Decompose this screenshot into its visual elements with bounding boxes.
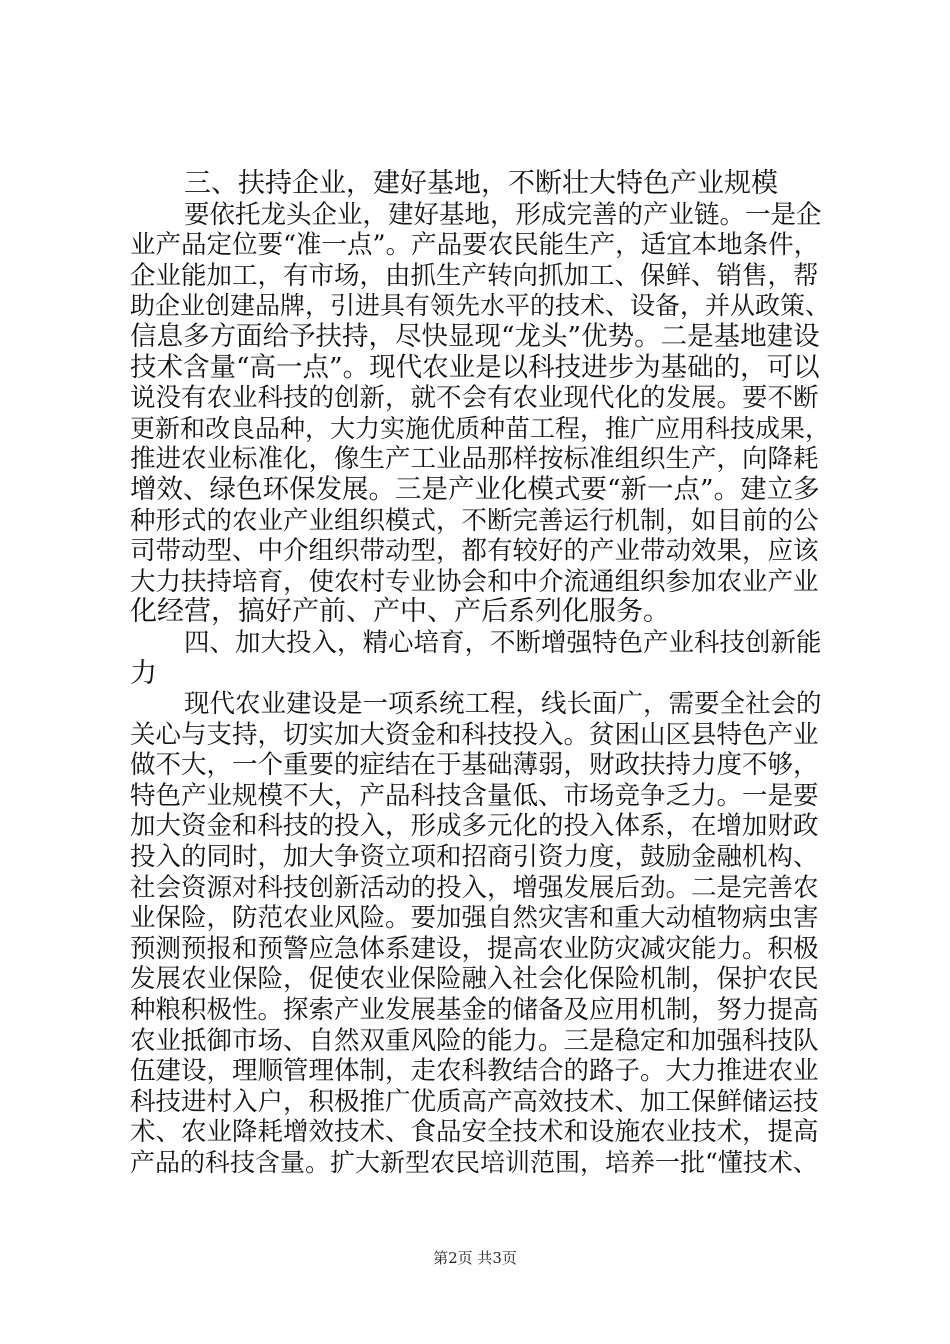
text-line: 做不大，一个重要的症结在于基础薄弱，财政扶持力度不够，: [130, 750, 819, 781]
text-line: 助企业创建品牌，引进具有领先水平的技术、设备，并从政策、: [130, 291, 831, 321]
text-line: 发展农业保险，促使农业保险融入社会化保险机制，保护农民: [130, 964, 819, 995]
text-line: 业产品定位要“准一点”。产品要农民能生产，适宜本地条件，: [130, 230, 820, 261]
text-line: 预测预报和预警应急体系建设，提高农业防灾减灾能力。积极: [130, 933, 819, 964]
text-line: 特色产业规模不大，产品科技含量低、市场竞争乏力。一是要: [130, 780, 819, 811]
text-line: 更新和改良品种，大力实施优质种苗工程，推广应用科技成果，: [130, 413, 831, 443]
document-body: [130, 169, 830, 1179]
text-line: 业保险，防范农业风险。要加强自然灾害和重大动植物病虫害: [130, 903, 819, 934]
text-line: 三、扶持企业，建好基地，不断壮大特色产业规模: [184, 168, 778, 199]
text-line: 术、农业降耗增效技术、食品安全技术和设施农业技术，提高: [130, 1117, 819, 1148]
text-line: 关心与支持，切实加大资金和科技投入。贫困山区县特色产业: [130, 719, 819, 750]
text-line: 四、加大投入，精心培育，不断增强特色产业科技创新能: [184, 627, 822, 658]
text-line: 司带动型、中介组织带动型，都有较好的产业带动效果，应该: [130, 536, 819, 567]
text-line: 加大资金和科技的投入，形成多元化的投入体系，在增加财政: [130, 811, 819, 842]
text-line: 推进农业标准化，像生产工业品那样按标准组织生产，向降耗: [130, 444, 819, 475]
text-line: 力: [130, 657, 157, 689]
text-line: 说没有农业科技的创新，就不会有农业现代化的发展。要不断: [130, 383, 819, 414]
text-line: 大力扶持培育，使农村专业协会和中介流通组织参加农业产业: [130, 566, 819, 597]
text-line: 种粮积极性。探索产业发展基金的储备及应用机制，努力提高: [130, 995, 819, 1026]
text-line: 要依托龙头企业，建好基地，形成完善的产业链。一是企: [184, 199, 822, 230]
text-line: 产品的科技含量。扩大新型农民培训范围，培养一批“懂技术、: [130, 1148, 818, 1177]
text-line: 信息多方面给予扶持，尽快显现“龙头”优势。二是基地建设: [130, 320, 820, 352]
text-line: 社会资源对科技创新活动的投入，增强发展后劲。二是完善农: [130, 872, 819, 903]
text-line: 企业能加工，有市场，由抓生产转向抓加工、保鲜、销售，帮: [130, 260, 819, 291]
text-line: 技术含量“高一点”。现代农业是以科技进步为基础的，可以: [130, 351, 820, 383]
text-line: 农业抵御市场、自然双重风险的能力。三是稳定和加强科技队: [130, 1025, 819, 1056]
text-line: 增效、绿色环保发展。三是产业化模式要“新一点”。建立多: [130, 473, 820, 505]
text-line: 投入的同时，加大争资立项和招商引资力度，鼓励金融机构、: [130, 842, 819, 873]
page-footer: 第2页 共3页: [433, 1249, 517, 1267]
text-line: 种形式的农业产业组织模式，不断完善运行机制，如目前的公: [130, 505, 819, 536]
text-line: 化经营，搞好产前、产中、产后系列化服务。: [130, 596, 670, 628]
text-line: 现代农业建设是一项系统工程，线长面广，需要全社会的: [184, 689, 822, 720]
text-line: 伍建设，理顺管理体制，走农科教结合的路子。大力推进农业: [130, 1056, 819, 1087]
text-line: 科技进村入户，积极推广优质高产高效技术、加工保鲜储运技: [130, 1086, 819, 1117]
